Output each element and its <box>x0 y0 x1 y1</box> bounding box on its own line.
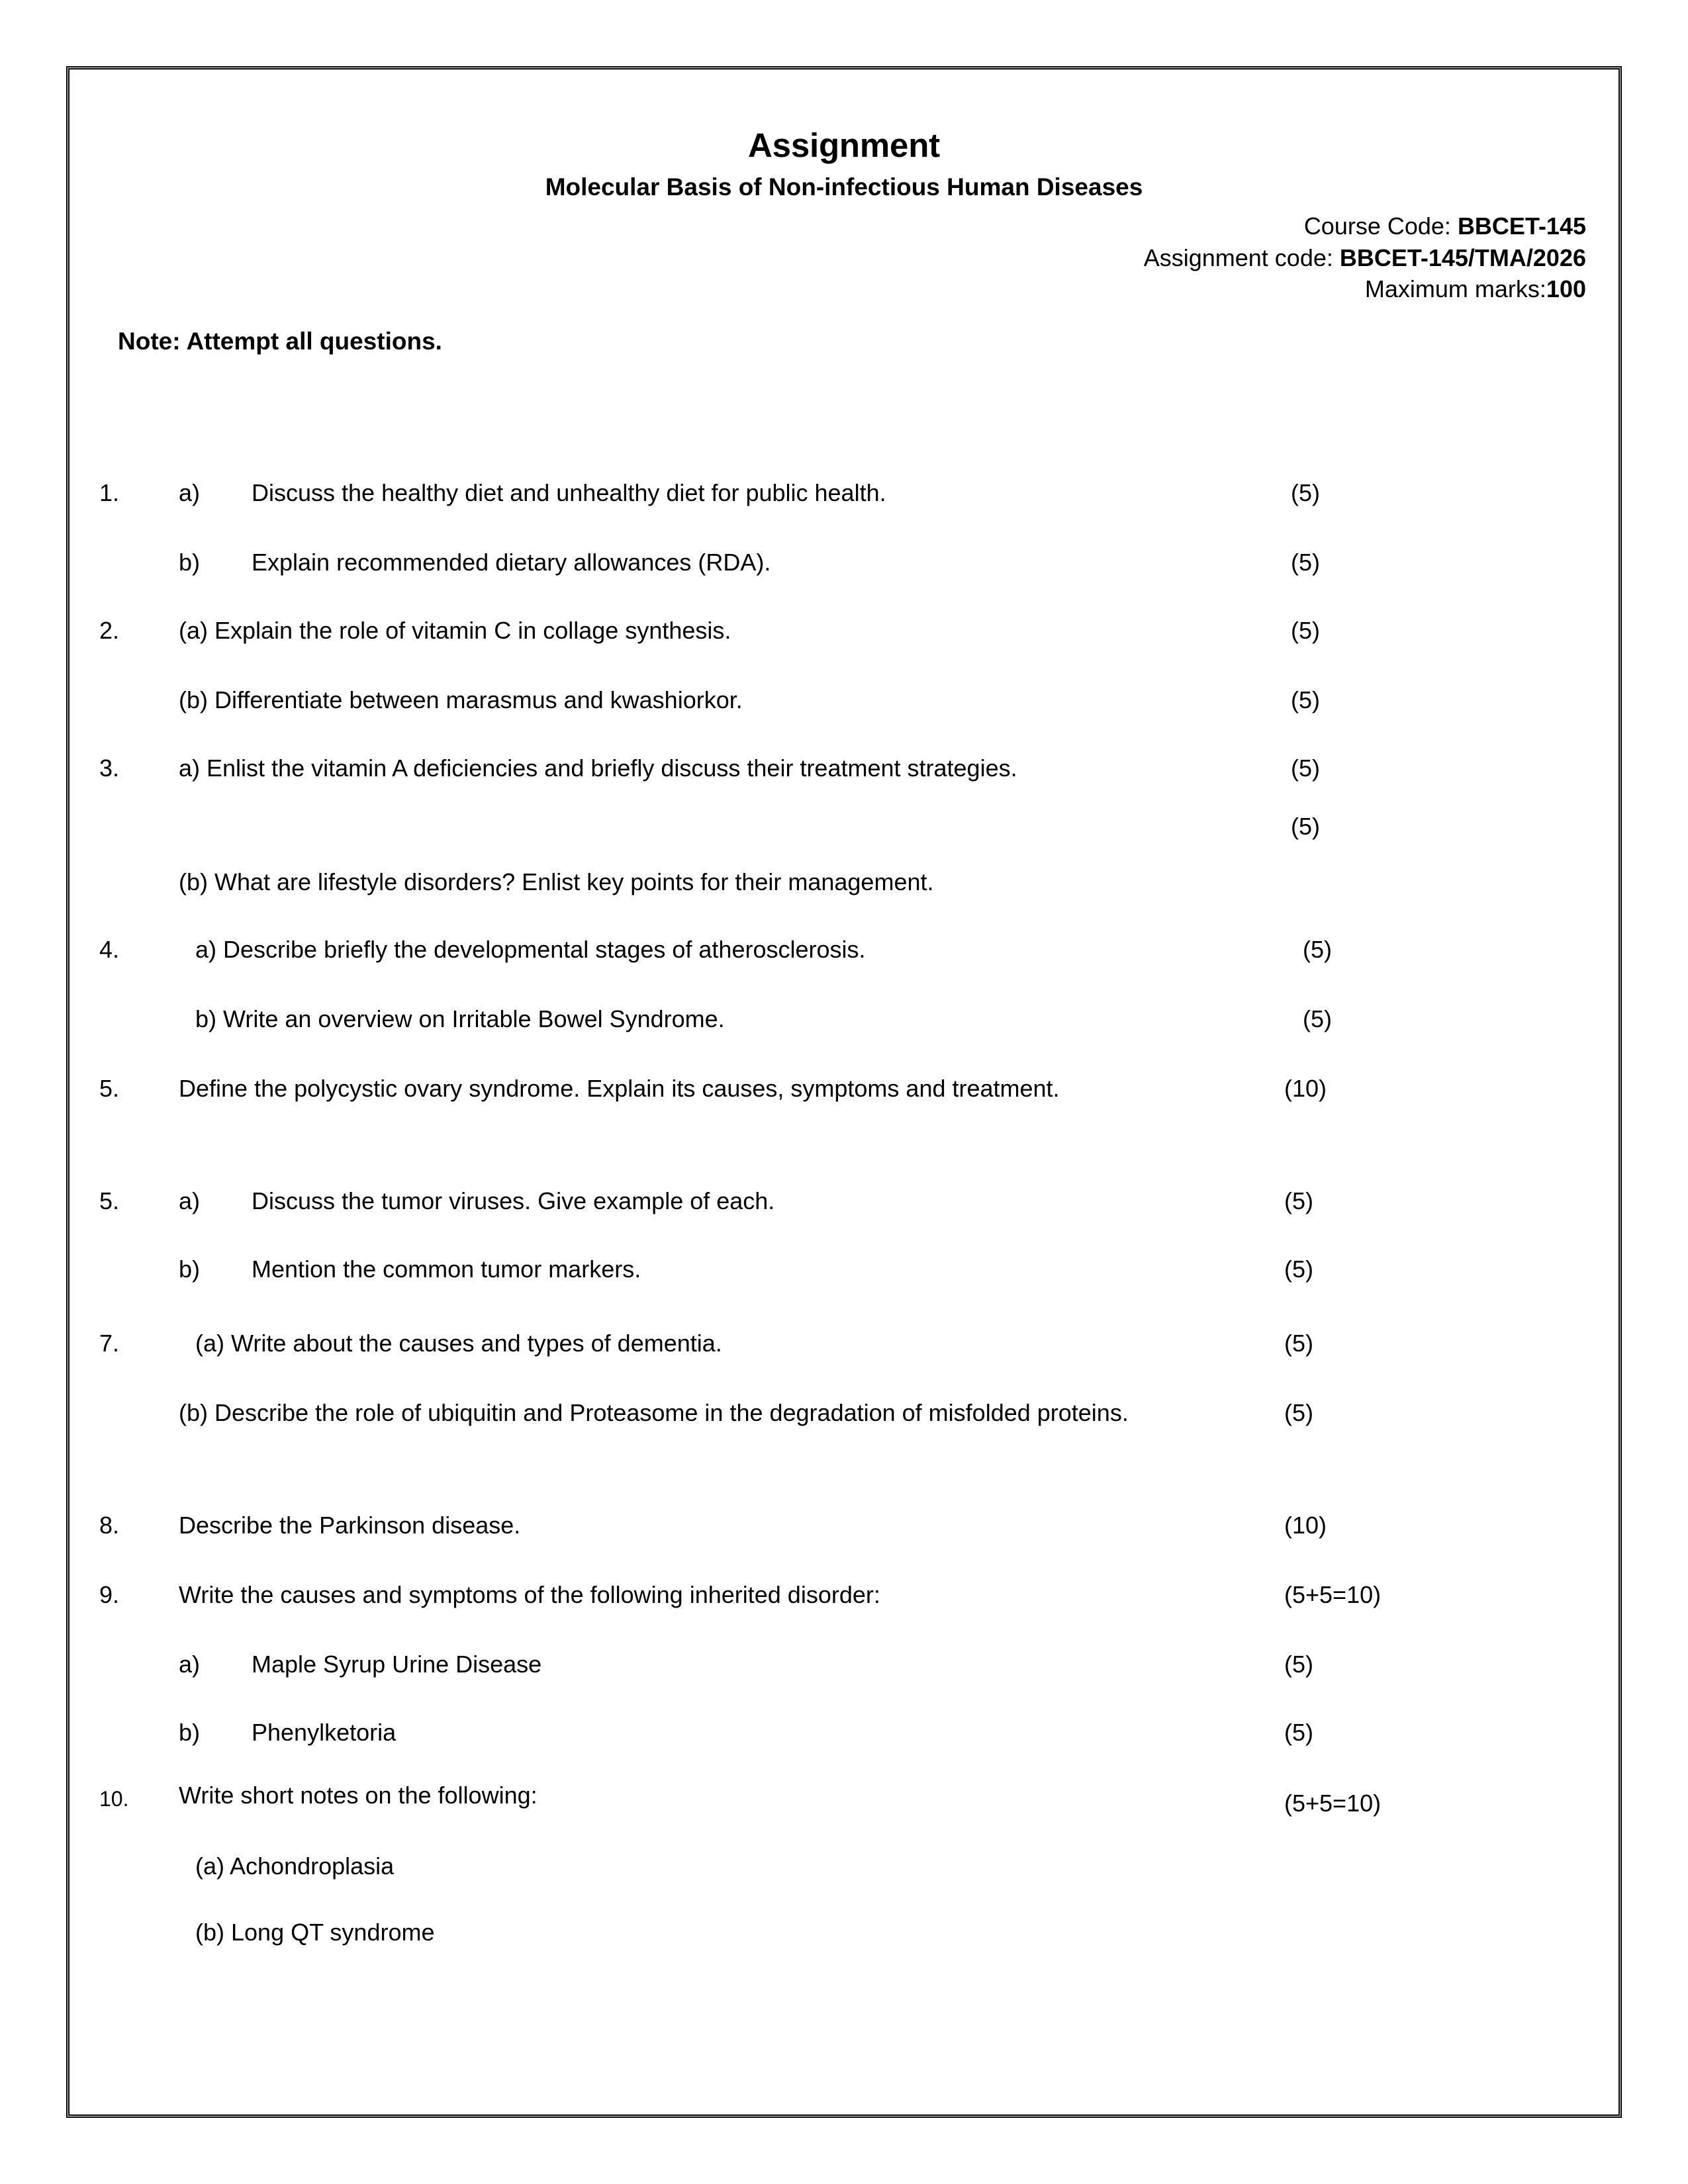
question-sublabel: b) <box>179 549 201 576</box>
question-sublabel: b) <box>179 1255 201 1283</box>
question-row <box>99 614 1589 647</box>
question-number: 9. <box>99 1581 120 1608</box>
question-text: Write the causes and symptoms of the following inherited disorder: <box>179 1581 880 1608</box>
question-number: 4. <box>99 936 120 963</box>
question-text: (a) Achondroplasia <box>195 1852 395 1880</box>
question-marks: (5+5=10) <box>1284 1581 1382 1608</box>
question-marks: (5) <box>1284 1651 1313 1678</box>
question-text: a) Describe briefly the developmental stages of atherosclerosis. <box>195 936 866 963</box>
course-code-label: Course Code: <box>1303 212 1458 240</box>
assignment-code-value: BBCET-145/TMA/2026 <box>1339 244 1586 271</box>
question-row <box>99 1003 1589 1036</box>
question-row <box>99 1716 1589 1749</box>
question-row <box>99 1779 1589 1817</box>
question-row <box>99 1509 1589 1542</box>
question-marks: (5) <box>1291 754 1320 782</box>
question-sublabel: a) <box>179 479 201 506</box>
question-number: 7. <box>99 1330 120 1357</box>
question-text: (a) Explain the role of vitamin C in collage synthesis. <box>179 617 731 644</box>
question-row <box>99 1916 1589 1949</box>
course-code-line <box>99 210 1589 242</box>
question-row <box>99 933 1589 966</box>
question-marks: (5) <box>1303 936 1332 963</box>
question-row <box>99 546 1589 579</box>
question-text: Discuss the tumor viruses. Give example of each. <box>252 1187 775 1214</box>
question-sublabel: a) <box>179 1651 201 1678</box>
question-marks: (5) <box>1291 479 1320 506</box>
question-row <box>99 1850 1589 1883</box>
question-text: Explain recommended dietary allowances (RDA). <box>252 549 771 576</box>
question-marks: (5) <box>1291 617 1320 644</box>
page-title: Assignment <box>748 126 940 164</box>
question-marks: (5) <box>1291 813 1320 840</box>
question-row <box>99 1648 1589 1681</box>
question-text: a) Enlist the vitamin A deficiencies and briefly discuss their treatment strategies. <box>179 754 1017 782</box>
page-subtitle: Molecular Basis of Non-infectious Human Diseases <box>545 173 1143 201</box>
question-number: 5. <box>99 1075 120 1102</box>
max-marks-label: Maximum marks: <box>1364 275 1546 303</box>
question-row <box>99 684 1589 717</box>
document-header <box>99 126 1589 305</box>
question-marks: (5) <box>1284 1399 1313 1426</box>
question-marks: (5) <box>1284 1330 1313 1357</box>
question-row <box>99 1396 1589 1430</box>
instruction-note: Note: Attempt all questions. <box>118 328 442 355</box>
question-text: (a) Write about the causes and types of dementia. <box>195 1330 722 1357</box>
question-marks: (5) <box>1303 1005 1332 1032</box>
question-number: 2. <box>99 617 120 644</box>
question-row <box>99 1185 1589 1218</box>
question-number: 8. <box>99 1512 120 1539</box>
question-text: Describe the Parkinson disease. <box>179 1512 521 1539</box>
question-text: Write short notes on the following: <box>179 1782 538 1809</box>
question-row <box>99 1253 1589 1286</box>
question-sublabel: b) <box>179 1719 201 1746</box>
question-row <box>99 813 1589 899</box>
max-marks-line <box>99 273 1589 305</box>
header-meta-block <box>99 210 1589 305</box>
question-text: Phenylketoria <box>252 1719 397 1746</box>
question-text: b) Write an overview on Irritable Bowel Syndrome. <box>195 1005 725 1032</box>
question-marks: (10) <box>1284 1075 1327 1102</box>
question-text: (b) Long QT syndrome <box>195 1919 435 1946</box>
question-text: Define the polycystic ovary syndrome. Explain its causes, symptoms and treatment. <box>179 1075 1060 1102</box>
question-number: 1. <box>99 479 120 506</box>
question-sublabel: a) <box>179 1187 201 1214</box>
question-row <box>99 752 1589 785</box>
question-marks: (10) <box>1284 1512 1327 1539</box>
assignment-code-line <box>99 242 1589 274</box>
question-marks: (5) <box>1284 1719 1313 1746</box>
question-text: Discuss the healthy diet and unhealthy diet for public health. <box>252 479 886 506</box>
question-marks: (5) <box>1284 1187 1313 1214</box>
max-marks-value: 100 <box>1546 275 1586 303</box>
question-marks: (5) <box>1291 686 1320 713</box>
course-code-value: BBCET-145 <box>1457 212 1586 240</box>
assignment-code-label: Assignment code: <box>1143 244 1340 271</box>
question-number: 5. <box>99 1187 120 1214</box>
question-row <box>99 477 1589 510</box>
question-marks: (5) <box>1284 1255 1313 1283</box>
question-number: 10. <box>99 1787 129 1811</box>
question-row <box>99 1578 1589 1612</box>
question-text: Mention the common tumor markers. <box>252 1255 641 1283</box>
question-marks: (5) <box>1291 549 1320 576</box>
question-marks: (5+5=10) <box>1284 1790 1382 1817</box>
question-text: (b) Differentiate between marasmus and kwashiorkor. <box>179 686 743 713</box>
question-row <box>99 1072 1589 1105</box>
question-row <box>99 1327 1589 1360</box>
question-text: (b) What are lifestyle disorders? Enlist key points for their management. <box>179 868 934 895</box>
question-text: Maple Syrup Urine Disease <box>252 1651 542 1678</box>
question-number: 3. <box>99 754 120 782</box>
question-text: (b) Describe the role of ubiquitin and Proteasome in the degradation of misfolded proteins. <box>179 1399 1129 1426</box>
